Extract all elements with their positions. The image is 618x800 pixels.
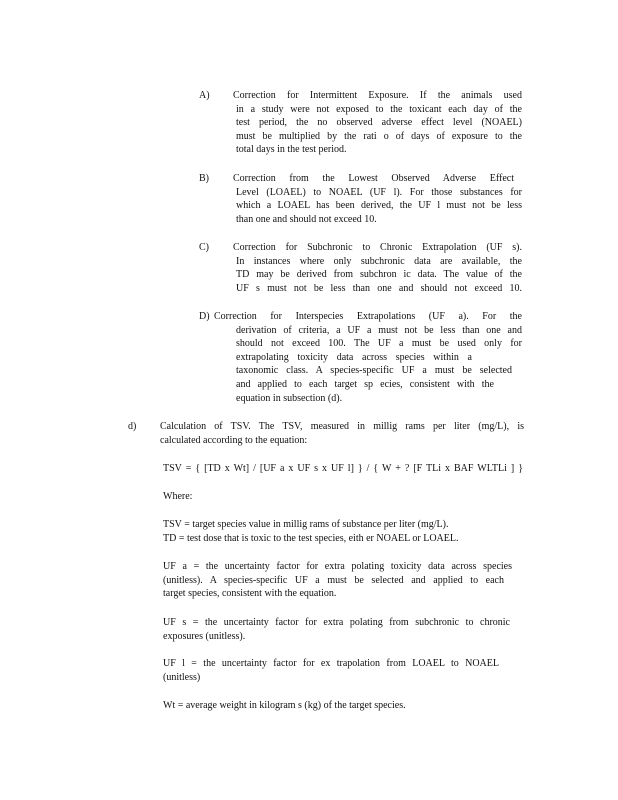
item-a-label: A) — [199, 90, 210, 101]
definition-tsv: TSV = target species value in millig rams of substance per liter (mg/L). — [163, 519, 449, 530]
tsv-equation-text: TSV = { [TD x Wt] / [UF a x UF s x UF l] } / { W + ? [F TLi x BAF WLTLi ] } — [163, 463, 523, 474]
item-c-line-4: UF s must not be less than one and should not exceed 10. — [236, 282, 522, 294]
item-d-line-7: equation in subsection (d). — [236, 392, 343, 404]
item-b-line-2: Level (LOAEL) to NOAEL (UF l). For those substances for — [236, 186, 522, 198]
definition-ufs — [163, 616, 510, 643]
where-label: Where: — [163, 491, 193, 502]
definition-ufs-line-1: UF s = the uncertainty factor for extra polating from subchronic to chronic — [163, 617, 510, 628]
definition-td: TD = test dose that is toxic to the test species, eith er NOAEL or LOAEL. — [163, 532, 459, 544]
item-d-line-3: should not exceed 100. The UF a must be used only for — [236, 338, 522, 350]
item-b-line-4: than one and should not exceed 10. — [236, 213, 377, 225]
item-b-line-1: Correction from the Lowest Observed Adverse Effect — [233, 173, 514, 184]
section-d-label: d) — [128, 421, 137, 432]
item-b-label: B) — [199, 173, 209, 184]
item-c-text — [233, 241, 522, 295]
item-d-line-5: taxonomic class. A species-specific UF a must be selected — [236, 365, 512, 377]
definition-tsv-td — [163, 518, 503, 545]
item-c-line-3: TD may be derived from subchron ic data. The value of the — [236, 269, 522, 281]
definition-ufl-line-1: UF l = the uncertainty factor for ex trapolation from LOAEL to NOAEL — [163, 658, 499, 669]
item-d-first-line — [214, 310, 522, 324]
item-d-text — [236, 324, 522, 406]
definition-wt — [163, 699, 463, 713]
definition-ufa-line-2: (unitless). A species-specific UF a must be selected and applied to each — [163, 574, 504, 586]
definition-ufa-line-1: UF a = the uncertainty factor for extra polating toxicity data across species — [163, 561, 512, 572]
item-a-line-5: total days in the test period. — [236, 144, 347, 156]
tsv-equation — [163, 462, 523, 476]
item-a-line-4: must be multiplied by the rati o of days of exposure to the — [236, 130, 522, 142]
item-c-line-2: In instances where only subchronic data are available, the — [236, 255, 522, 267]
item-b-text — [233, 172, 522, 226]
item-c-label: C) — [199, 242, 209, 253]
item-d-label: D) — [199, 311, 210, 322]
item-d-line-6: and applied to each target sp ecies, consistent with the — [236, 378, 494, 390]
definition-ufl-line-2: (unitless) — [163, 671, 201, 683]
definition-wt-line-1: Wt = average weight in kilogram s (kg) of the target species. — [163, 700, 406, 711]
definition-ufa-line-3: target species, consistent with the equation. — [163, 588, 337, 600]
section-d-line-1: Calculation of TSV. The TSV, measured in millig rams per liter (mg/L), is — [160, 421, 524, 432]
definition-ufl — [163, 657, 499, 684]
item-c-line-1: Correction for Subchronic to Chronic Extrapolation (UF s). — [233, 242, 522, 253]
item-a-line-3: test period, the no observed adverse effect level (NOAEL) — [236, 117, 522, 129]
item-a-text — [233, 89, 522, 157]
section-d-line-2: calculated according to the equation: — [160, 434, 308, 446]
definition-ufa — [163, 560, 512, 601]
item-d-line-1: Correction for Interspecies Extrapolations (UF a). For the — [214, 311, 522, 322]
definition-ufs-line-2: exposures (unitless). — [163, 630, 246, 642]
item-d-line-4: extrapolating toxicity data across species within a — [236, 351, 472, 363]
item-a-line-1: Correction for Intermittent Exposure. If the animals used — [233, 90, 522, 101]
item-b-line-3: which a LOAEL has been derived, the UF l must not be less — [236, 200, 522, 212]
item-d-line-2: derivation of criteria, a UF a must not be less than one and — [236, 324, 522, 336]
section-d-text — [160, 420, 524, 447]
item-a-line-2: in a study were not exposed to the toxicant each day of the — [236, 103, 522, 115]
